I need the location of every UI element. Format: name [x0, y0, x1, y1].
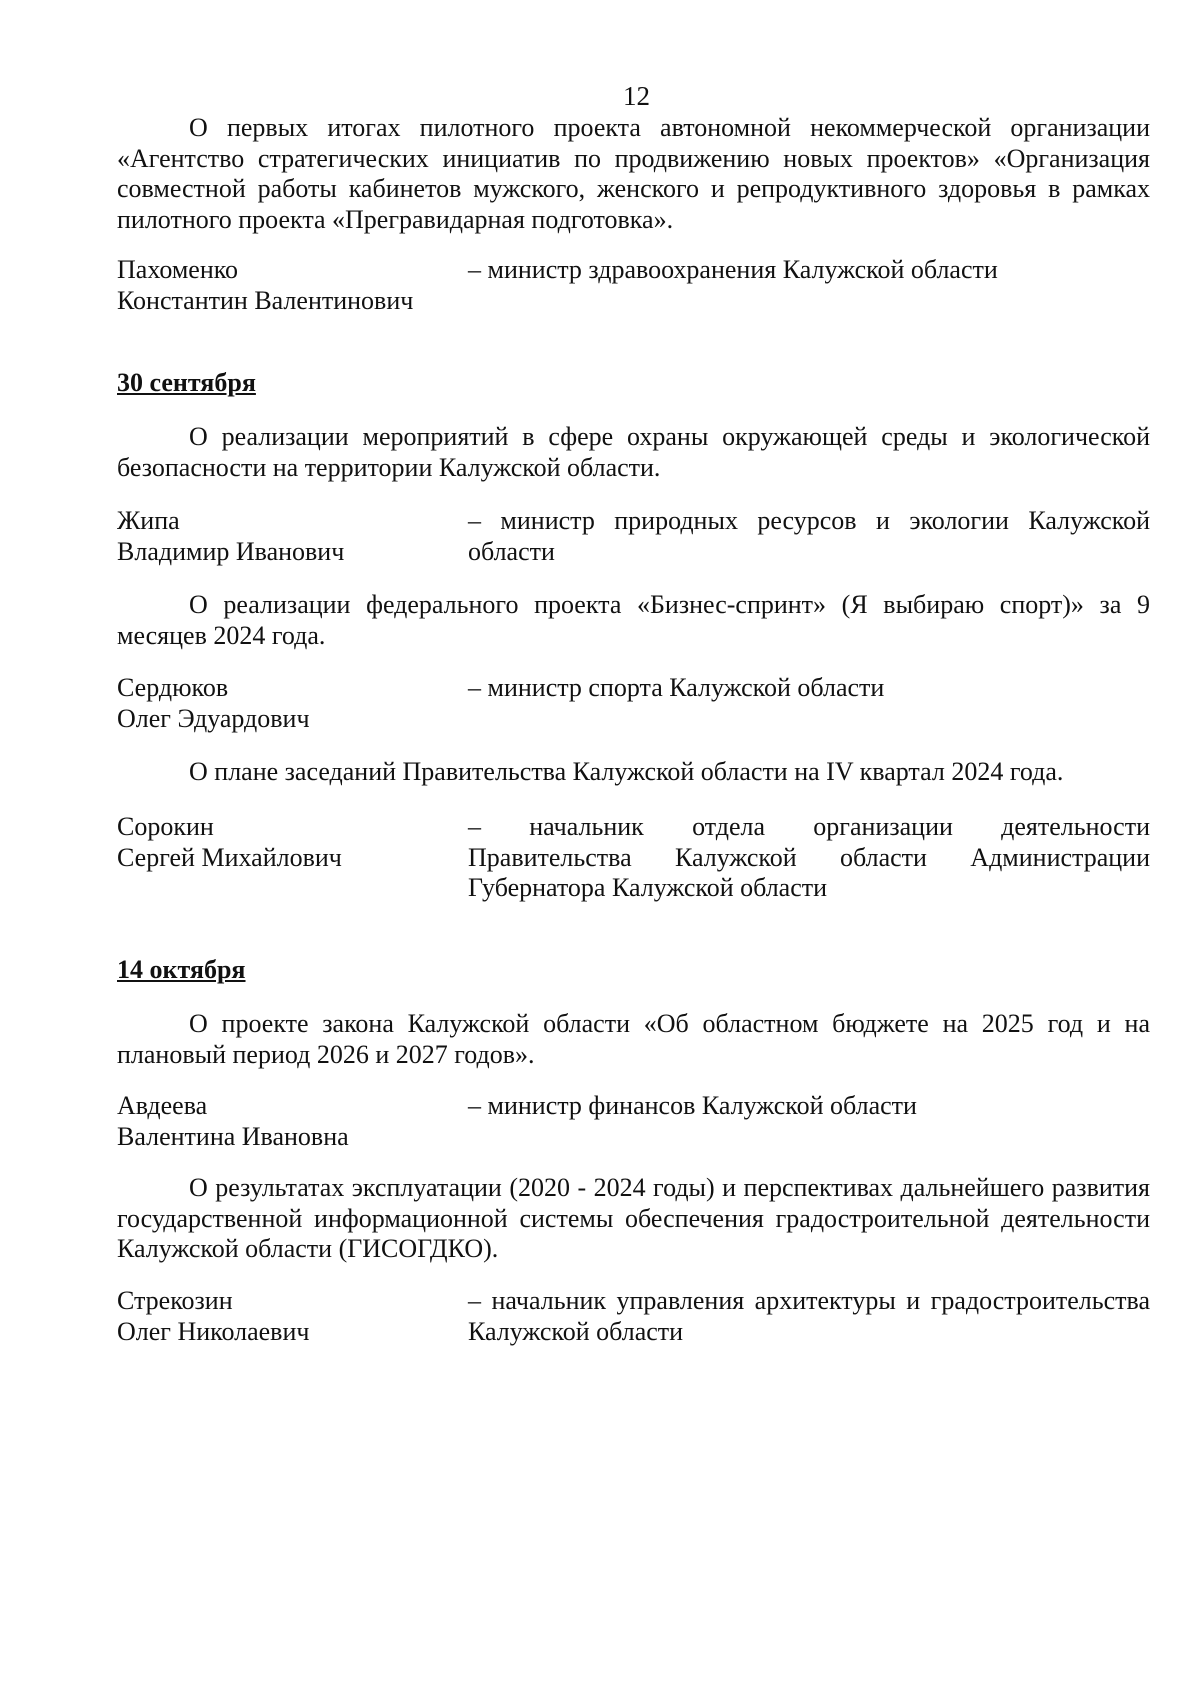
speaker-name: [117, 255, 447, 316]
speaker-role-line: Правительства Калужской области Администрации: [468, 842, 1150, 872]
agenda-item-text: О проекте закона Калужской области «Об областном бюджете на 2025 год и на плановый период 2026 и 2027 годов».: [117, 1009, 1150, 1069]
speaker-surname: Авдеева: [117, 1091, 208, 1120]
speaker-surname: Стрекозин: [117, 1286, 233, 1315]
speaker-role: – министр природных ресурсов и экологии Калужской области: [468, 506, 1150, 566]
speaker-role: [468, 812, 1150, 904]
speaker-given-name: Олег Николаевич: [117, 1316, 310, 1346]
speaker-name: [117, 506, 447, 567]
speaker-given-name: Олег Эдуардович: [117, 703, 310, 733]
agenda-item-text: О реализации федерального проекта «Бизнес-спринт» (Я выбираю спорт)» за 9 месяцев 2024 года.: [117, 590, 1150, 650]
speaker-role: – начальник управления архитектуры и градостроительства Калужской области: [468, 1286, 1150, 1346]
speaker-given-name: Валентина Ивановна: [117, 1121, 349, 1151]
speaker-given-name: Константин Валентинович: [117, 285, 414, 315]
section-date-heading: 14 октября: [117, 955, 246, 984]
page-number: 12: [623, 81, 650, 111]
speaker-role: – министр финансов Калужской области: [468, 1091, 917, 1120]
speaker-surname: Пахоменко: [117, 255, 239, 284]
speaker-name: [117, 1091, 447, 1152]
section-date-heading: 30 сентября: [117, 368, 256, 397]
agenda-item-text: О реализации мероприятий в сфере охраны окружающей среды и экологической безопасности на территории Калужской области.: [117, 422, 1150, 482]
speaker-role-line: – начальник отдела организации деятельности: [468, 812, 1150, 841]
speaker-surname: Сорокин: [117, 812, 214, 841]
agenda-item-text: О результатах эксплуатации (2020 - 2024 годы) и перспективах дальнейшего развития государственной информационной системы обеспечения градостроительной деятельности Калужской области (ГИСОГДКО).: [117, 1173, 1150, 1263]
speaker-given-name: Владимир Иванович: [117, 536, 345, 566]
speaker-role: – министр спорта Калужской области: [468, 673, 885, 702]
speaker-surname: Жипа: [117, 506, 180, 535]
agenda-item-text: О первых итогах пилотного проекта автономной некоммерческой организации «Агентство стратегических инициатив по продвижению новых проектов» «Организация совместной работы кабинетов мужского, женского и репродуктивного здоровья в рамках пилотного проекта «Прегравидарная подготовка».: [117, 113, 1150, 234]
speaker-role-line: Губернатора Калужской области: [468, 873, 828, 902]
speaker-given-name: Сергей Михайлович: [117, 842, 342, 872]
agenda-item-text: О плане заседаний Правительства Калужской области на IV квартал 2024 года.: [189, 757, 1064, 786]
speaker-surname: Сердюков: [117, 673, 229, 702]
speaker-role: – министр здравоохранения Калужской области: [468, 255, 998, 284]
speaker-name: [117, 812, 447, 873]
speaker-name: [117, 673, 447, 734]
speaker-name: [117, 1286, 447, 1347]
